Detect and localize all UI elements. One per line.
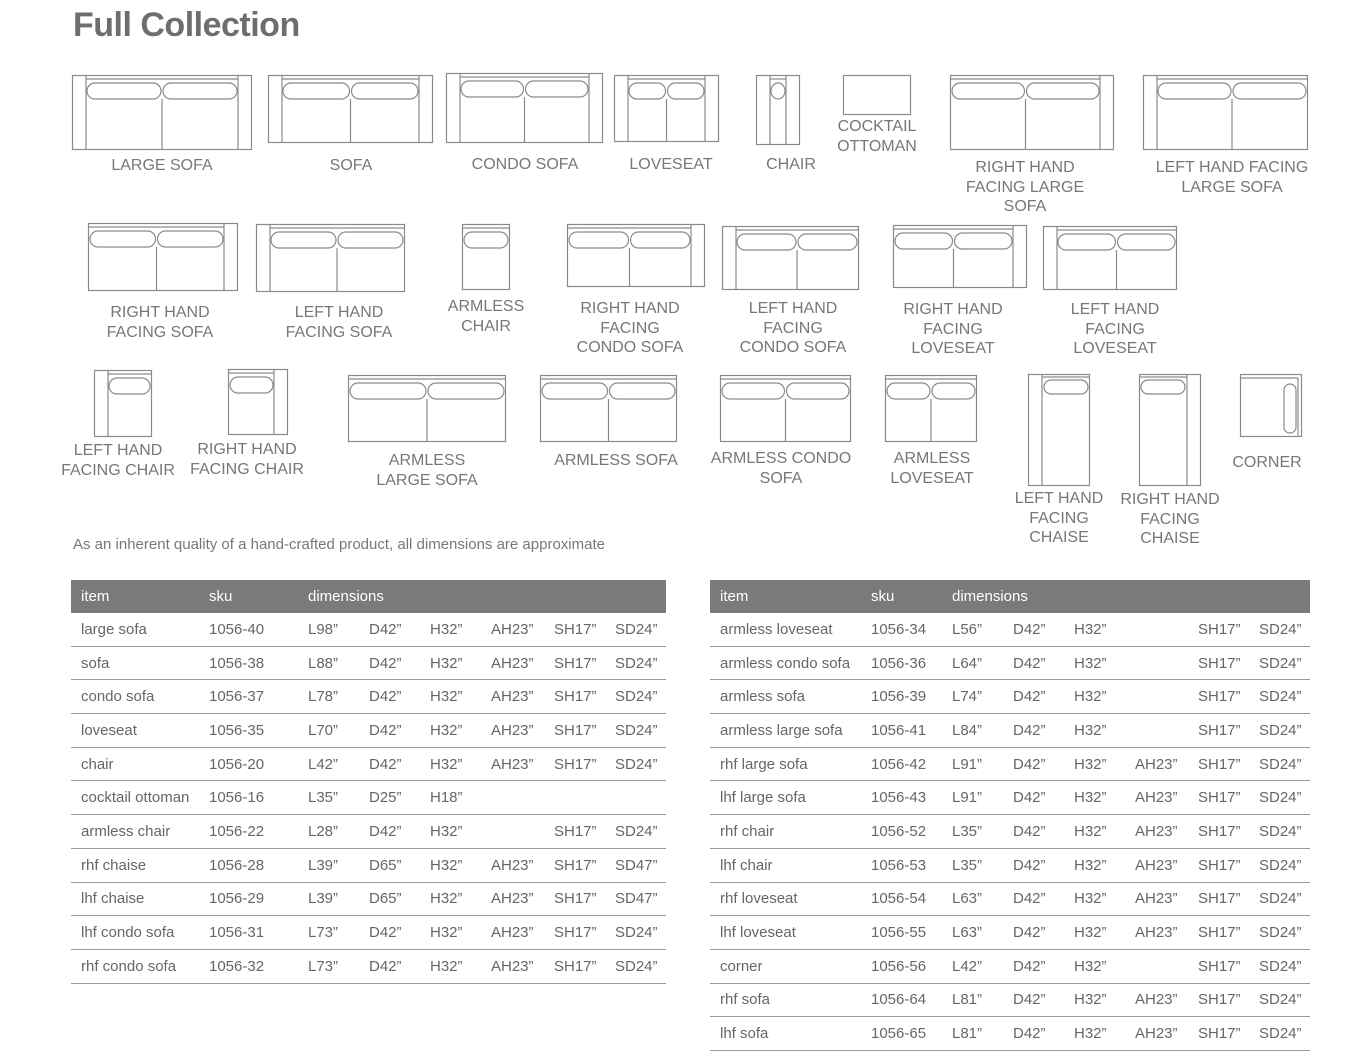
cell-item: lhf chair [710,848,861,882]
cell-seat-depth: SD24” [1249,882,1310,916]
cell-sku: 1056-32 [199,949,298,983]
page-title: Full Collection [73,6,300,44]
cell-seat-height: SH17” [1188,848,1249,882]
cell-seat-depth: SD24” [605,680,666,714]
cell-depth: D42” [359,949,420,983]
cell-arm-height [1125,613,1188,646]
cell-length: L81” [942,983,1003,1017]
diagram-label-lhf-chaise: LEFT HAND FACING CHAISE [1014,490,1104,546]
cell-height: H32” [1064,646,1125,680]
cell-length: L73” [298,916,359,950]
table-row [710,714,1310,748]
diagram-lhf-loveseat [1043,226,1177,290]
cell-sku: 1056-56 [861,949,942,983]
header-sku: sku [199,580,298,613]
cell-item: rhf loveseat [710,882,861,916]
diagram-label-rhf-loveseat: RIGHT HAND FACING LOVESEAT [903,301,1003,357]
cell-seat-height: SH17” [1188,949,1249,983]
table-row [71,714,666,748]
diagram-armless-large-sofa [348,375,506,442]
cell-height: H32” [1064,613,1125,646]
cell-seat-depth: SD24” [1249,781,1310,815]
cell-depth: D42” [359,646,420,680]
table-row [710,747,1310,781]
cell-height: H32” [420,815,481,849]
cell-depth: D42” [359,714,420,748]
cell-length: L42” [298,747,359,781]
cell-seat-height: SH17” [544,646,605,680]
diagram-rhf-chair [228,369,288,435]
table-row [710,815,1310,849]
cell-height: H32” [1064,781,1125,815]
cell-depth: D42” [1003,714,1064,748]
cell-item: armless condo sofa [710,646,861,680]
cell-seat-height: SH17” [544,848,605,882]
cell-height: H32” [1064,714,1125,748]
cell-seat-depth: SD24” [605,916,666,950]
table-row [710,882,1310,916]
cell-depth: D42” [1003,882,1064,916]
cell-sku: 1056-31 [199,916,298,950]
diagram-label-condo-sofa: CONDO SOFA [471,156,579,173]
table-row [71,613,666,646]
cell-height: H32” [1064,747,1125,781]
cell-seat-height: SH17” [1188,747,1249,781]
cell-seat-height: SH17” [544,613,605,646]
cell-arm-height: AH23” [1125,983,1188,1017]
cell-item: lhf sofa [710,1017,861,1051]
cell-sku: 1056-29 [199,882,298,916]
cell-seat-depth: SD24” [1249,949,1310,983]
table-row [710,949,1310,983]
cell-height: H32” [420,916,481,950]
diagram-label-armless-loveseat: ARMLESS LOVESEAT [890,450,974,487]
cell-height: H32” [420,747,481,781]
header-sku: sku [861,580,942,613]
cell-arm-height: AH23” [481,949,544,983]
cell-depth: D65” [359,848,420,882]
cell-arm-height: AH23” [1125,1017,1188,1051]
cell-sku: 1056-52 [861,815,942,849]
header-dimensions: dimensions [942,580,1310,613]
cell-arm-height [481,815,544,849]
cell-arm-height [1125,646,1188,680]
cell-seat-depth: SD24” [605,646,666,680]
table-row [710,680,1310,714]
cell-seat-depth: SD24” [1249,848,1310,882]
diagram-label-rhf-large-sofa: RIGHT HAND FACING LARGE SOFA [965,159,1085,215]
cell-height: H32” [1064,983,1125,1017]
cell-seat-depth: SD24” [605,747,666,781]
cell-depth: D42” [1003,747,1064,781]
diagram-armless-loveseat [885,375,977,442]
cell-length: L70” [298,714,359,748]
dimensions-note: As an inherent quality of a hand-crafted product, all dimensions are approximate [73,536,605,553]
cell-seat-height: SH17” [1188,882,1249,916]
cell-item: cocktail ottoman [71,781,199,815]
cell-depth: D42” [359,680,420,714]
cell-item: lhf condo sofa [71,916,199,950]
table-header-row [71,580,666,613]
cell-height: H32” [420,646,481,680]
cell-depth: D42” [1003,1017,1064,1051]
cell-seat-height: SH17” [544,949,605,983]
diagram-label-armless-large-sofa: ARMLESS LARGE SOFA [376,452,478,489]
cell-arm-height: AH23” [481,680,544,714]
cell-arm-height: AH23” [481,714,544,748]
table-row [710,1017,1310,1051]
cell-item: lhf chaise [71,882,199,916]
cell-item: rhf condo sofa [71,949,199,983]
cell-sku: 1056-39 [861,680,942,714]
cell-seat-height: SH17” [544,815,605,849]
table-row [710,983,1310,1017]
cell-height: H18” [420,781,481,815]
cell-length: L91” [942,747,1003,781]
diagram-lhf-sofa [256,224,405,292]
cell-seat-height: SH17” [1188,714,1249,748]
cell-seat-height: SH17” [1188,680,1249,714]
cell-seat-height: SH17” [1188,613,1249,646]
cell-item: armless loveseat [710,613,861,646]
diagram-label-corner: CORNER [1232,454,1302,471]
cell-length: L35” [942,848,1003,882]
diagram-label-rhf-chaise: RIGHT HAND FACING CHAISE [1120,491,1220,547]
diagram-label-lhf-sofa: LEFT HAND FACING SOFA [285,304,393,341]
cell-sku: 1056-41 [861,714,942,748]
cell-item: corner [710,949,861,983]
cell-arm-height [1125,949,1188,983]
cell-length: L64” [942,646,1003,680]
diagram-large-sofa [72,75,252,150]
cell-length: L84” [942,714,1003,748]
cell-sku: 1056-37 [199,680,298,714]
cell-height: H32” [420,714,481,748]
table-row [71,781,666,815]
cell-depth: D65” [359,882,420,916]
cell-item: large sofa [71,613,199,646]
cell-length: L35” [298,781,359,815]
diagram-rhf-loveseat [893,225,1027,288]
diagram-lhf-large-sofa [1143,75,1308,150]
cell-seat-height: SH17” [1188,815,1249,849]
diagram-label-armless-sofa: ARMLESS SOFA [554,452,678,469]
cell-height: H32” [1064,680,1125,714]
diagram-label-lhf-chair: LEFT HAND FACING CHAIR [61,442,175,479]
cell-seat-height: SH17” [544,916,605,950]
diagram-label-lhf-condo-sofa: LEFT HAND FACING CONDO SOFA [739,300,847,356]
cell-arm-height: AH23” [481,747,544,781]
diagram-armless-chair [462,224,510,290]
cell-item: sofa [71,646,199,680]
cell-arm-height: AH23” [481,848,544,882]
table-row [710,848,1310,882]
cell-sku: 1056-35 [199,714,298,748]
cell-sku: 1056-53 [861,848,942,882]
cell-length: L73” [298,949,359,983]
cell-seat-depth: SD24” [605,714,666,748]
cell-sku: 1056-42 [861,747,942,781]
cell-item: armless large sofa [710,714,861,748]
dimensions-table-left [71,580,666,984]
diagram-cocktail-ottoman [843,75,911,115]
cell-sku: 1056-65 [861,1017,942,1051]
table-row [71,916,666,950]
table-row [710,646,1310,680]
cell-sku: 1056-55 [861,916,942,950]
diagram-armless-condo-sofa [720,375,851,442]
diagram-label-armless-condo-sofa: ARMLESS CONDO SOFA [710,450,852,487]
cell-length: L63” [942,916,1003,950]
diagram-rhf-condo-sofa [567,224,705,287]
diagram-label-lhf-large-sofa: LEFT HAND FACING LARGE SOFA [1155,159,1309,196]
cell-seat-depth: SD24” [1249,916,1310,950]
cell-item: rhf sofa [710,983,861,1017]
cell-depth: D42” [359,815,420,849]
cell-seat-depth: SD47” [605,882,666,916]
diagram-label-rhf-condo-sofa: RIGHT HAND FACING CONDO SOFA [576,300,684,356]
diagram-label-loveseat: LOVESEAT [629,156,713,173]
cell-length: L63” [942,882,1003,916]
cell-seat-depth: SD24” [605,949,666,983]
cell-depth: D42” [1003,848,1064,882]
cell-height: H32” [420,680,481,714]
cell-seat-height [544,781,605,815]
cell-item: lhf large sofa [710,781,861,815]
cell-sku: 1056-36 [861,646,942,680]
dimensions-table-right [710,580,1310,1051]
cell-seat-depth: SD24” [1249,747,1310,781]
cell-item: chair [71,747,199,781]
cell-arm-height: AH23” [1125,747,1188,781]
cell-sku: 1056-40 [199,613,298,646]
cell-arm-height: AH23” [1125,781,1188,815]
cell-depth: D42” [359,613,420,646]
cell-depth: D42” [1003,646,1064,680]
cell-item: armless chair [71,815,199,849]
cell-seat-height: SH17” [544,714,605,748]
cell-length: L39” [298,882,359,916]
cell-height: H32” [1064,916,1125,950]
cell-depth: D42” [1003,680,1064,714]
cell-item: condo sofa [71,680,199,714]
cell-depth: D25” [359,781,420,815]
cell-depth: D42” [1003,916,1064,950]
cell-seat-height: SH17” [1188,983,1249,1017]
cell-height: H32” [420,613,481,646]
diagram-label-lhf-loveseat: LEFT HAND FACING LOVESEAT [1070,301,1160,357]
cell-item: rhf chair [710,815,861,849]
cell-length: L88” [298,646,359,680]
cell-depth: D42” [1003,983,1064,1017]
cell-sku: 1056-64 [861,983,942,1017]
cell-depth: D42” [1003,613,1064,646]
cell-depth: D42” [359,916,420,950]
cell-seat-depth: SD24” [1249,815,1310,849]
cell-length: L81” [942,1017,1003,1051]
table-row [71,680,666,714]
table-header-row [710,580,1310,613]
diagram-lhf-chair [94,370,152,437]
diagram-lhf-condo-sofa [722,226,859,290]
cell-seat-depth: SD24” [605,815,666,849]
diagram-label-rhf-sofa: RIGHT HAND FACING SOFA [106,304,214,341]
cell-sku: 1056-43 [861,781,942,815]
cell-seat-height: SH17” [1188,916,1249,950]
cell-seat-depth [605,781,666,815]
cell-arm-height [1125,714,1188,748]
table-row [71,646,666,680]
cell-depth: D42” [1003,949,1064,983]
table-row [710,781,1310,815]
cell-arm-height: AH23” [481,613,544,646]
cell-sku: 1056-20 [199,747,298,781]
cell-arm-height: AH23” [481,882,544,916]
table-row [71,882,666,916]
cell-sku: 1056-28 [199,848,298,882]
cell-height: H32” [1064,882,1125,916]
cell-arm-height [481,781,544,815]
cell-height: H32” [420,949,481,983]
cell-height: H32” [1064,848,1125,882]
cell-seat-depth: SD24” [605,613,666,646]
header-item: item [710,580,861,613]
cell-item: armless sofa [710,680,861,714]
cell-arm-height: AH23” [1125,815,1188,849]
diagram-sofa [268,75,433,143]
cell-seat-depth: SD24” [1249,714,1310,748]
cell-length: L78” [298,680,359,714]
cell-seat-height: SH17” [1188,781,1249,815]
cell-height: H32” [1064,1017,1125,1051]
diagram-label-rhf-chair: RIGHT HAND FACING CHAIR [190,441,304,478]
cell-length: L39” [298,848,359,882]
diagram-label-large-sofa: LARGE SOFA [111,157,213,174]
cell-seat-depth: SD24” [1249,646,1310,680]
diagram-condo-sofa [446,73,603,143]
table-row [710,916,1310,950]
cell-depth: D42” [1003,815,1064,849]
cell-length: L28” [298,815,359,849]
diagram-label-sofa: SOFA [329,157,373,174]
table-row [710,613,1310,646]
cell-length: L35” [942,815,1003,849]
cell-seat-height: SH17” [544,882,605,916]
header-dimensions: dimensions [298,580,666,613]
table-row [71,747,666,781]
header-item: item [71,580,199,613]
cell-item: loveseat [71,714,199,748]
cell-sku: 1056-16 [199,781,298,815]
cell-height: H32” [1064,815,1125,849]
cell-sku: 1056-38 [199,646,298,680]
cell-sku: 1056-34 [861,613,942,646]
cell-item: rhf chaise [71,848,199,882]
diagram-rhf-large-sofa [950,75,1114,150]
table-row [71,815,666,849]
cell-height: H32” [1064,949,1125,983]
cell-sku: 1056-22 [199,815,298,849]
cell-seat-height: SH17” [1188,1017,1249,1051]
diagram-loveseat [614,75,719,142]
cell-length: L74” [942,680,1003,714]
cell-sku: 1056-54 [861,882,942,916]
cell-seat-height: SH17” [544,747,605,781]
cell-seat-depth: SD24” [1249,613,1310,646]
table-row [71,949,666,983]
cell-arm-height: AH23” [481,916,544,950]
cell-seat-depth: SD24” [1249,983,1310,1017]
diagram-label-chair: CHAIR [766,156,816,173]
cell-seat-depth: SD24” [1249,680,1310,714]
cell-height: H32” [420,848,481,882]
cell-depth: D42” [359,747,420,781]
cell-length: L98” [298,613,359,646]
cell-seat-height: SH17” [544,680,605,714]
diagram-armless-sofa [540,375,677,442]
cell-length: L91” [942,781,1003,815]
cell-depth: D42” [1003,781,1064,815]
cell-height: H32” [420,882,481,916]
diagram-rhf-sofa [88,223,238,291]
cell-item: lhf loveseat [710,916,861,950]
cell-arm-height: AH23” [1125,848,1188,882]
diagram-lhf-chaise [1028,374,1090,486]
cell-item: rhf large sofa [710,747,861,781]
cell-length: L42” [942,949,1003,983]
cell-seat-height: SH17” [1188,646,1249,680]
cell-seat-depth: SD24” [1249,1017,1310,1051]
cell-length: L56” [942,613,1003,646]
table-row [71,848,666,882]
cell-arm-height: AH23” [481,646,544,680]
diagram-corner [1240,374,1302,437]
cell-arm-height [1125,680,1188,714]
diagram-label-cocktail-ottoman: COCKTAIL OTTOMAN [837,118,917,155]
cell-arm-height: AH23” [1125,916,1188,950]
diagram-label-armless-chair: ARMLESS CHAIR [447,298,525,335]
cell-arm-height: AH23” [1125,882,1188,916]
cell-seat-depth: SD47” [605,848,666,882]
